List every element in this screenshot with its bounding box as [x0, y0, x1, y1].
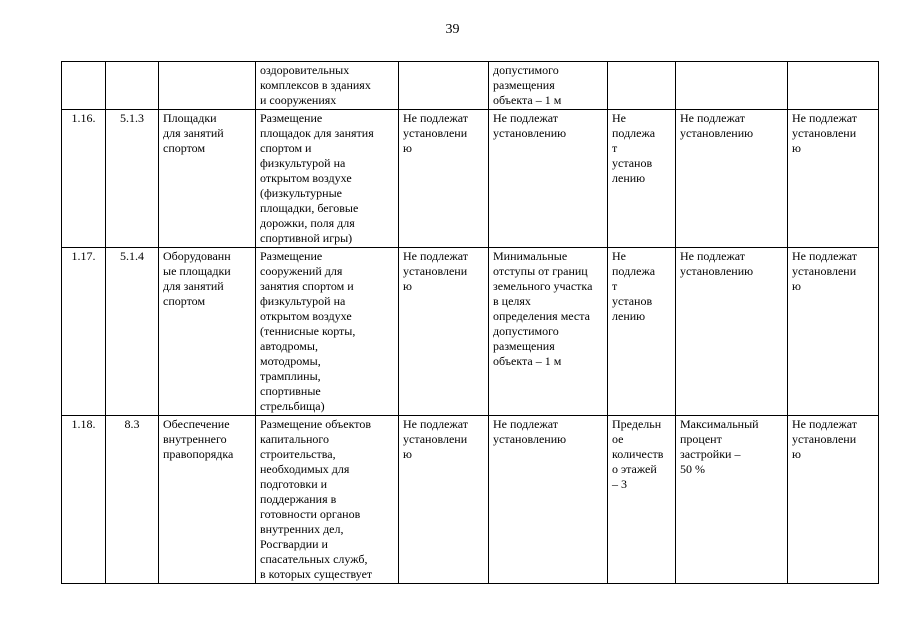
building-params-cell: Не подлежат установлени ю: [399, 248, 489, 416]
code-cell: 5.1.3: [106, 110, 159, 248]
other-params-cell: Не подлежат установлени ю: [788, 248, 879, 416]
other-params-cell: Не подлежат установлени ю: [788, 110, 879, 248]
coverage-cell: Максимальный процент застройки – 50 %: [676, 416, 788, 584]
row-number-cell: 1.17.: [62, 248, 106, 416]
name-cell: Площадки для занятий спортом: [159, 110, 256, 248]
page-number: 39: [445, 22, 460, 37]
table-row: [62, 110, 879, 248]
zoning-regulations-table: [61, 61, 879, 584]
building-params-cell: [399, 62, 489, 110]
floors-cell: [608, 62, 676, 110]
other-params-cell: Не подлежат установлени ю: [788, 416, 879, 584]
description-cell: Размещение площадок для занятия спортом и физкультурой на открытом воздухе (физкультурные площадки, беговые дорожки, поля для спортивной игры): [256, 110, 399, 248]
row-number-cell: 1.18.: [62, 416, 106, 584]
description-cell: оздоровительных комплексов в зданиях и сооружениях: [256, 62, 399, 110]
table-row: [62, 416, 879, 584]
code-cell: [106, 62, 159, 110]
setback-cell: допустимого размещения объекта – 1 м: [489, 62, 608, 110]
coverage-cell: Не подлежат установлению: [676, 248, 788, 416]
name-cell: [159, 62, 256, 110]
name-cell: Оборудованн ые площадки для занятий спортом: [159, 248, 256, 416]
description-cell: Размещение сооружений для занятия спортом и физкультурой на открытом воздухе (теннисные корты, автодромы, мотодромы, трамплины, спортивные стрельбища): [256, 248, 399, 416]
name-cell: Обеспечение внутреннего правопорядка: [159, 416, 256, 584]
setback-cell: Минимальные отступы от границ земельного участка в целях определения места допустимого размещения объекта – 1 м: [489, 248, 608, 416]
other-params-cell: [788, 62, 879, 110]
row-number-cell: [62, 62, 106, 110]
floors-cell: Предельн ое количеств о этажей – 3: [608, 416, 676, 584]
description-cell: Размещение объектов капитального строительства, необходимых для подготовки и поддержания в готовности органов внутренних дел, Росгвардии и спасательных служб, в которых существует: [256, 416, 399, 584]
table-row: [62, 62, 879, 110]
table-row: [62, 248, 879, 416]
floors-cell: Не подлежа т установ лению: [608, 110, 676, 248]
coverage-cell: Не подлежат установлению: [676, 110, 788, 248]
setback-cell: Не подлежат установлению: [489, 110, 608, 248]
coverage-cell: [676, 62, 788, 110]
building-params-cell: Не подлежат установлени ю: [399, 110, 489, 248]
setback-cell: Не подлежат установлению: [489, 416, 608, 584]
code-cell: 8.3: [106, 416, 159, 584]
code-cell: 5.1.4: [106, 248, 159, 416]
floors-cell: Не подлежа т установ лению: [608, 248, 676, 416]
row-number-cell: 1.16.: [62, 110, 106, 248]
building-params-cell: Не подлежат установлени ю: [399, 416, 489, 584]
